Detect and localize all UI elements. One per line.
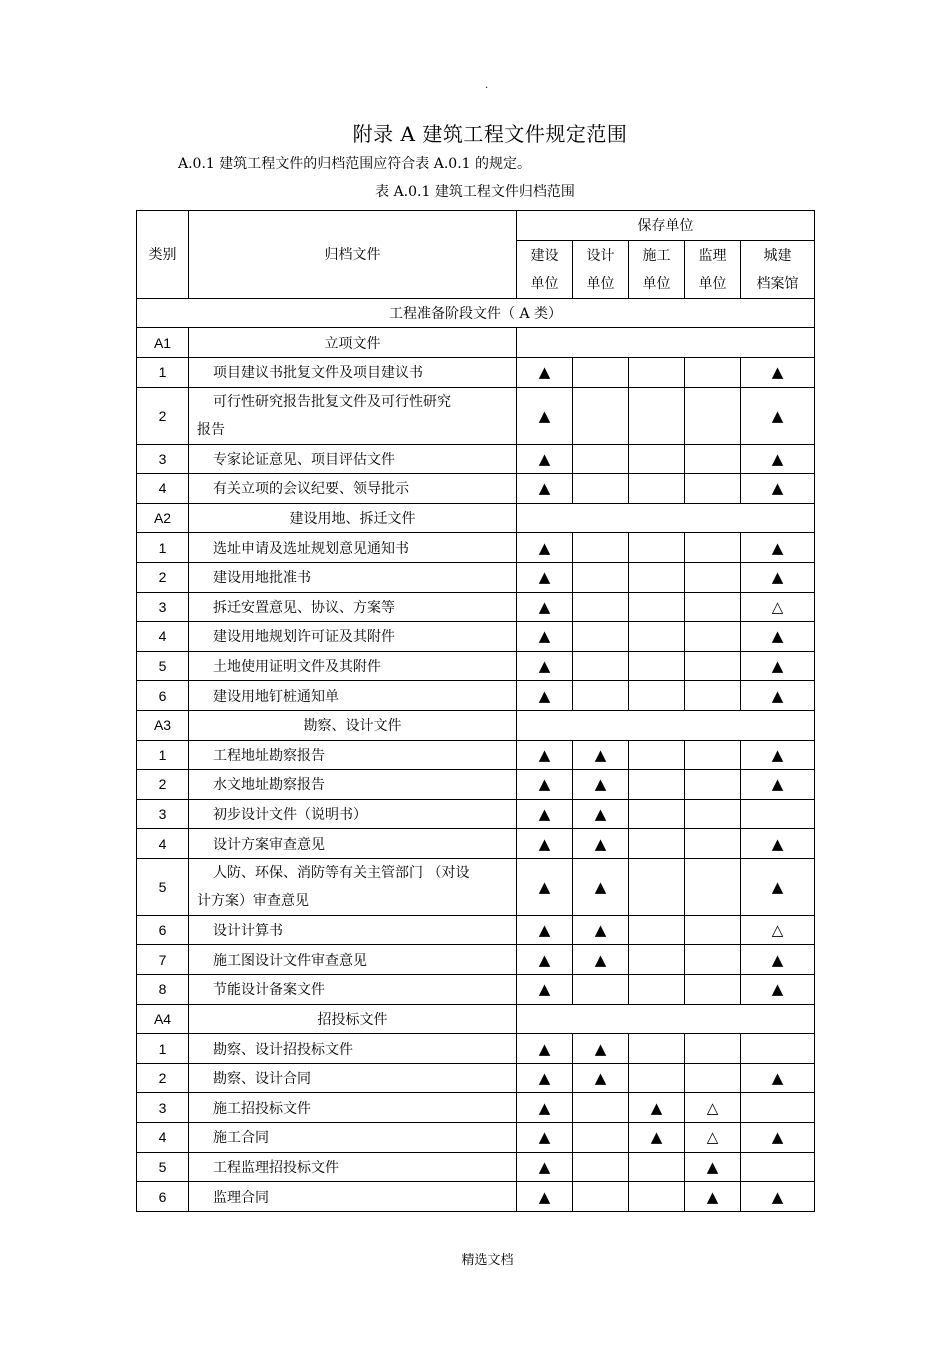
mark-cell: [685, 387, 741, 444]
mark-cell: ▲: [741, 681, 815, 711]
mark-cell: [573, 1093, 629, 1123]
mark-cell: ▲: [741, 770, 815, 800]
mark-cell: ▲: [517, 915, 573, 945]
row-document: 土地使用证明文件及其附件: [189, 651, 517, 681]
mark-cell: ▲: [573, 799, 629, 829]
mark-cell: [629, 770, 685, 800]
mark-cell: [573, 1152, 629, 1182]
row-number: 6: [137, 1182, 189, 1212]
row-document: 选址申请及选址规划意见通知书: [189, 533, 517, 563]
section-code: A1: [137, 328, 189, 358]
header-unit-builder: 施工: [629, 240, 685, 269]
section-code: A2: [137, 503, 189, 533]
mark-cell: [629, 740, 685, 770]
mark-cell: [685, 651, 741, 681]
table-caption: 表 A.0.1 建筑工程文件归档范围: [375, 184, 575, 200]
row-number: 8: [137, 975, 189, 1005]
row-document-line: 人防、环保、消防等有关主管部门 （对设: [213, 864, 470, 881]
row-document-line: 报告: [197, 421, 225, 438]
row-number: 3: [137, 1093, 189, 1123]
mark-cell: [629, 915, 685, 945]
mark-cell: [629, 1063, 685, 1093]
mark-cell: [685, 357, 741, 387]
row-document: 建设用地钉桩通知单: [189, 681, 517, 711]
section-name: 勘察、设计文件: [189, 710, 517, 740]
mark-cell: ▲: [517, 592, 573, 622]
row-document: 项目建议书批复文件及项目建议书: [189, 357, 517, 387]
mark-cell: [685, 474, 741, 504]
row-number: 7: [137, 945, 189, 975]
mark-cell: [629, 562, 685, 592]
row-number: 2: [137, 1063, 189, 1093]
mark-cell: ▲: [685, 1152, 741, 1182]
row-number: 3: [137, 444, 189, 474]
page-title: 附录 A 建筑工程文件规定范围: [352, 122, 628, 146]
mark-cell: ▲: [741, 387, 815, 444]
mark-cell: [629, 474, 685, 504]
mark-cell: [573, 562, 629, 592]
mark-cell: [573, 975, 629, 1005]
row-document: 有关立项的会议纪要、领导批示: [189, 474, 517, 504]
row-number: 6: [137, 681, 189, 711]
table-row: [137, 1063, 815, 1093]
table-row: [137, 945, 815, 975]
row-document: 施工合同: [189, 1123, 517, 1153]
mark-cell: ▲: [517, 1123, 573, 1153]
row-number: 5: [137, 651, 189, 681]
section-empty-cell: [517, 1004, 815, 1034]
mark-cell: [573, 622, 629, 652]
mark-cell: ▲: [517, 444, 573, 474]
row-number: 5: [137, 1152, 189, 1182]
mark-cell: △: [741, 915, 815, 945]
mark-cell: ▲: [741, 1063, 815, 1093]
mark-cell: [573, 357, 629, 387]
section-name: 招投标文件: [189, 1004, 517, 1034]
mark-cell: ▲: [741, 740, 815, 770]
mark-cell: [629, 622, 685, 652]
mark-cell: △: [685, 1123, 741, 1153]
mark-cell: ▲: [573, 1063, 629, 1093]
mark-cell: ▲: [741, 858, 815, 915]
mark-cell: [573, 387, 629, 444]
mark-cell: [629, 1182, 685, 1212]
row-document: 初步设计文件（说明书）: [189, 799, 517, 829]
mark-cell: ▲: [517, 533, 573, 563]
row-document: 节能设计备案文件: [189, 975, 517, 1005]
row-number: 2: [137, 387, 189, 444]
header-keeping-unit: 保存单位: [517, 211, 815, 241]
page-footer: 精选文档: [461, 1253, 514, 1268]
mark-cell: [685, 858, 741, 915]
mark-cell: [741, 1093, 815, 1123]
intro-paragraph: A.0.1 建筑工程文件的归档范围应符合表 A.0.1 的规定。: [178, 156, 531, 172]
section-empty-cell: [517, 503, 815, 533]
header-unit-supervision-2: 单位: [685, 269, 741, 298]
row-document: 勘察、设计招投标文件: [189, 1034, 517, 1064]
mark-cell: [573, 1182, 629, 1212]
row-document: 设计计算书: [189, 915, 517, 945]
row-document: [189, 387, 517, 444]
row-document: 专家论证意见、项目评估文件: [189, 444, 517, 474]
mark-cell: ▲: [573, 858, 629, 915]
table-row: [137, 1182, 815, 1212]
mark-cell: ▲: [517, 1034, 573, 1064]
mark-cell: [629, 592, 685, 622]
row-document: 监理合同: [189, 1182, 517, 1212]
row-document: 拆迁安置意见、协议、方案等: [189, 592, 517, 622]
row-document: [189, 858, 517, 915]
mark-cell: [573, 651, 629, 681]
mark-cell: ▲: [517, 799, 573, 829]
mark-cell: [685, 444, 741, 474]
header-category: 类别: [137, 211, 189, 299]
archive-scope-table: [136, 210, 815, 1212]
mark-cell: ▲: [741, 1123, 815, 1153]
mark-cell: [741, 1152, 815, 1182]
table-row: [137, 357, 815, 387]
mark-cell: ▲: [517, 945, 573, 975]
row-number: 1: [137, 533, 189, 563]
header-unit-builder-2: 单位: [629, 269, 685, 298]
mark-cell: [685, 770, 741, 800]
mark-cell: [685, 1034, 741, 1064]
table-row: [137, 799, 815, 829]
mark-cell: ▲: [741, 1182, 815, 1212]
mark-cell: ▲: [517, 1182, 573, 1212]
row-number: 1: [137, 740, 189, 770]
section-row: [137, 1004, 815, 1034]
table-row: [137, 474, 815, 504]
mark-cell: [741, 1034, 815, 1064]
section-empty-cell: [517, 710, 815, 740]
mark-cell: ▲: [517, 770, 573, 800]
mark-cell: [629, 444, 685, 474]
mark-cell: [685, 681, 741, 711]
mark-cell: ▲: [741, 444, 815, 474]
mark-cell: ▲: [741, 357, 815, 387]
row-number: 6: [137, 915, 189, 945]
mark-cell: [573, 592, 629, 622]
mark-cell: ▲: [629, 1123, 685, 1153]
mark-cell: ▲: [741, 533, 815, 563]
table-row: [137, 562, 815, 592]
mark-cell: ▲: [573, 770, 629, 800]
mark-cell: [629, 387, 685, 444]
mark-cell: ▲: [517, 622, 573, 652]
mark-cell: △: [685, 1093, 741, 1123]
row-document: 设计方案审查意见: [189, 829, 517, 859]
table-row: [137, 592, 815, 622]
mark-cell: [685, 945, 741, 975]
section-code: A3: [137, 710, 189, 740]
mark-cell: [573, 444, 629, 474]
mark-cell: [573, 681, 629, 711]
mark-cell: [629, 681, 685, 711]
row-document: 建设用地规划许可证及其附件: [189, 622, 517, 652]
row-document-line: 可行性研究报告批复文件及可行性研究: [213, 393, 451, 410]
mark-cell: ▲: [517, 1093, 573, 1123]
table-row: [137, 681, 815, 711]
row-number: 4: [137, 1123, 189, 1153]
row-number: 3: [137, 799, 189, 829]
mark-cell: ▲: [517, 357, 573, 387]
mark-cell: ▲: [573, 740, 629, 770]
row-number: 4: [137, 474, 189, 504]
mark-cell: [685, 740, 741, 770]
table-row: [137, 1093, 815, 1123]
mark-cell: ▲: [517, 387, 573, 444]
mark-cell: [685, 533, 741, 563]
table-row: [137, 1152, 815, 1182]
header-unit-archive: 城建: [741, 240, 815, 269]
header-unit-design: 设计: [573, 240, 629, 269]
row-document: 施工图设计文件审查意见: [189, 945, 517, 975]
mark-cell: [629, 1152, 685, 1182]
header-archive-file: 归档文件: [189, 211, 517, 299]
mark-cell: ▲: [741, 651, 815, 681]
mark-cell: [629, 799, 685, 829]
header-unit-archive-2: 档案馆: [741, 269, 815, 298]
mark-cell: ▲: [517, 1063, 573, 1093]
table-row: [137, 622, 815, 652]
table-row: [137, 1034, 815, 1064]
mark-cell: ▲: [629, 1093, 685, 1123]
section-row: [137, 710, 815, 740]
table-row: [137, 1123, 815, 1153]
table-row: [137, 651, 815, 681]
mark-cell: △: [741, 592, 815, 622]
mark-cell: ▲: [573, 915, 629, 945]
page-dot: .: [485, 80, 489, 91]
mark-cell: [629, 357, 685, 387]
mark-cell: [685, 975, 741, 1005]
table-row: [137, 858, 815, 915]
section-code: A4: [137, 1004, 189, 1034]
row-number: 3: [137, 592, 189, 622]
section-row: [137, 328, 815, 358]
section-row: [137, 503, 815, 533]
mark-cell: [685, 829, 741, 859]
mark-cell: ▲: [573, 829, 629, 859]
mark-cell: ▲: [517, 975, 573, 1005]
mark-cell: [629, 651, 685, 681]
mark-cell: [629, 945, 685, 975]
mark-cell: [685, 562, 741, 592]
table-row: [137, 533, 815, 563]
row-document: 工程地址勘察报告: [189, 740, 517, 770]
mark-cell: ▲: [517, 562, 573, 592]
header-unit-construction-2: 单位: [517, 269, 573, 298]
header-unit-design-2: 单位: [573, 269, 629, 298]
mark-cell: ▲: [741, 562, 815, 592]
mark-cell: ▲: [741, 975, 815, 1005]
table-row: [137, 387, 815, 444]
mark-cell: ▲: [517, 681, 573, 711]
section-empty-cell: [517, 328, 815, 358]
row-number: 4: [137, 829, 189, 859]
mark-cell: [629, 1034, 685, 1064]
table-row: [137, 770, 815, 800]
header-unit-construction: 建设: [517, 240, 573, 269]
mark-cell: ▲: [517, 829, 573, 859]
table-row: [137, 740, 815, 770]
header-unit-supervision: 监理: [685, 240, 741, 269]
row-number: 5: [137, 858, 189, 915]
mark-cell: [629, 533, 685, 563]
row-number: 2: [137, 562, 189, 592]
row-document: 建设用地批准书: [189, 562, 517, 592]
mark-cell: ▲: [741, 622, 815, 652]
mark-cell: ▲: [573, 1034, 629, 1064]
mark-cell: ▲: [517, 740, 573, 770]
mark-cell: [573, 1123, 629, 1153]
row-number: 4: [137, 622, 189, 652]
table-row: [137, 829, 815, 859]
row-document: 勘察、设计合同: [189, 1063, 517, 1093]
mark-cell: ▲: [517, 651, 573, 681]
row-document: 施工招投标文件: [189, 1093, 517, 1123]
row-document: 水文地址勘察报告: [189, 770, 517, 800]
mark-cell: [685, 1063, 741, 1093]
table-row: [137, 975, 815, 1005]
mark-cell: [685, 915, 741, 945]
mark-cell: ▲: [517, 474, 573, 504]
stage-row: 工程准备阶段文件（ A 类）: [137, 298, 815, 328]
mark-cell: ▲: [741, 945, 815, 975]
row-document: 工程监理招投标文件: [189, 1152, 517, 1182]
row-number: 1: [137, 1034, 189, 1064]
mark-cell: [685, 799, 741, 829]
table-row: [137, 444, 815, 474]
mark-cell: [573, 474, 629, 504]
mark-cell: [629, 975, 685, 1005]
row-document-line: 计方案）审查意见: [197, 892, 309, 909]
mark-cell: ▲: [685, 1182, 741, 1212]
section-name: 立项文件: [189, 328, 517, 358]
mark-cell: [741, 799, 815, 829]
mark-cell: ▲: [573, 945, 629, 975]
section-name: 建设用地、拆迁文件: [189, 503, 517, 533]
mark-cell: ▲: [517, 858, 573, 915]
mark-cell: [685, 622, 741, 652]
row-number: 1: [137, 357, 189, 387]
row-number: 2: [137, 770, 189, 800]
mark-cell: [685, 592, 741, 622]
table-row: [137, 915, 815, 945]
mark-cell: ▲: [741, 829, 815, 859]
mark-cell: [629, 858, 685, 915]
mark-cell: ▲: [741, 474, 815, 504]
mark-cell: [573, 533, 629, 563]
mark-cell: [629, 829, 685, 859]
mark-cell: ▲: [517, 1152, 573, 1182]
